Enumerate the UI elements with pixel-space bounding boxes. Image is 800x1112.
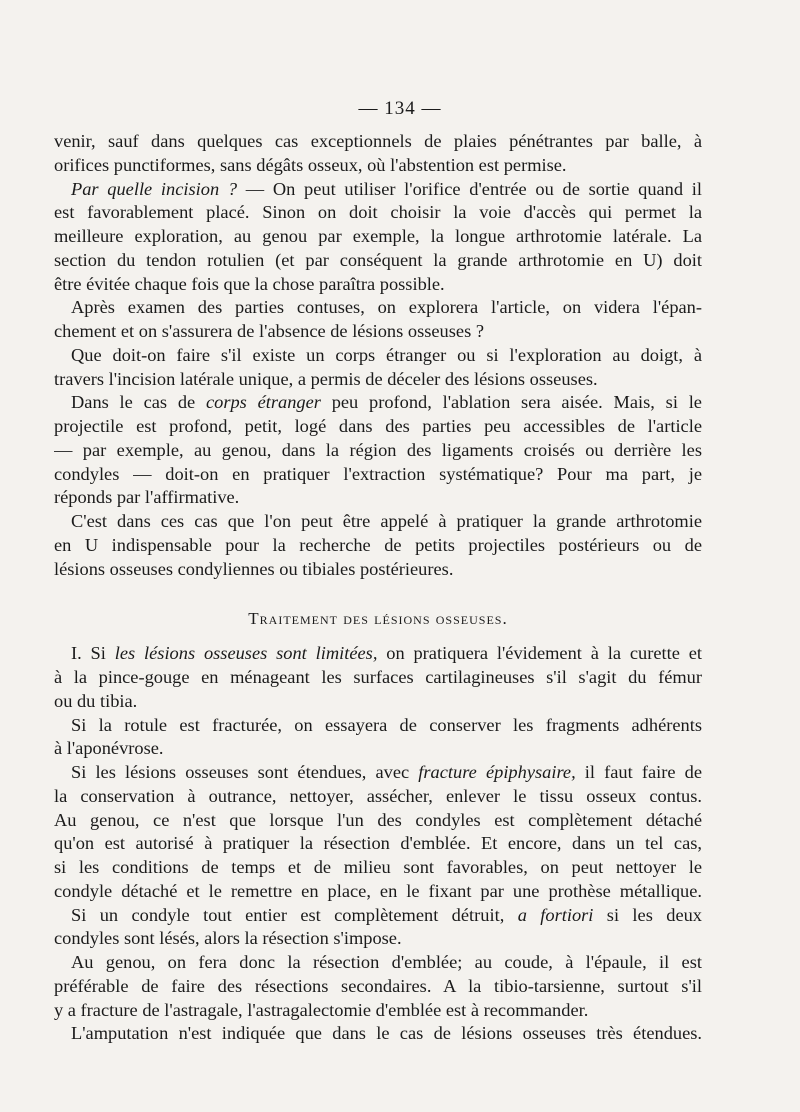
text-line: condyles — doit-on en pratiquer l'extraction systématique? Pour ma part, je	[54, 463, 702, 484]
text-line: est favorablement placé. Sinon on doit choisir la voie d'accès qui permet la	[54, 202, 702, 223]
text-line: Après examen des parties contuses, on explorera l'article, on videra l'épan-	[71, 297, 702, 318]
text-line: y a fracture de l'astragale, l'astragalectomie d'emblée est à recommander.	[54, 999, 589, 1020]
text-line: Par quelle incision ? — On peut utiliser l'orifice d'entrée ou de sortie quand il	[71, 178, 702, 199]
text-line: orifices punctiformes, sans dégâts osseux, où l'abstention est permise.	[54, 154, 567, 175]
text-line: Dans le cas de corps étranger peu profond, l'ablation sera aisée. Mais, si le	[71, 392, 702, 413]
text-line: travers l'incision latérale unique, a permis de déceler des lésions osseuses.	[54, 368, 598, 389]
text-line: ou du tibia.	[54, 690, 138, 711]
text-line: Au genou, ce n'est que lorsque l'un des condyles est complètement détaché	[54, 809, 702, 830]
text-line: préférable de faire des résections secondaires. A la tibio-tarsienne, surtout s'il	[54, 975, 702, 996]
text-line: Si les lésions osseuses sont étendues, avec fracture épiphysaire, il faut faire de	[71, 762, 702, 782]
text-line: si les conditions de temps et de milieu sont favorables, on peut nettoyer le	[54, 857, 702, 877]
text-line: Si un condyle tout entier est complètement détruit, a fortiori si les deux	[71, 904, 702, 925]
text-line: Au genou, on fera donc la résection d'emblée; au coude, à l'épaule, il est	[71, 952, 702, 972]
italic-phrase: corps étranger	[205, 392, 321, 413]
text-line: — par exemple, au genou, dans la région des ligaments croisés ou derrière les	[54, 439, 702, 460]
body-text	[54, 130, 702, 1046]
text-line: la conservation à outrance, nettoyer, assécher, enlever le tissu osseux contus.	[54, 785, 702, 806]
text-line: chement et on s'assurera de l'absence de lésions osseuses ?	[54, 321, 484, 341]
text-line: C'est dans ces cas que l'on peut être appelé à pratiquer la grande arthrotomie	[71, 511, 702, 531]
text-line: meilleure exploration, au genou par exemple, la longue arthrotomie latérale. La	[54, 226, 702, 246]
page-number: — 134 —	[358, 98, 442, 119]
text-line: venir, sauf dans quelques cas exceptionnels de plaies pénétrantes par balle, à	[54, 131, 702, 151]
text-line: Que doit-on faire s'il existe un corps étranger ou si l'exploration au doigt, à	[71, 344, 702, 365]
italic-phrase: a fortiori	[517, 904, 594, 925]
italic-phrase: fracture épiphysaire,	[418, 762, 576, 782]
text-line: lésions osseuses condyliennes ou tibiales postérieures.	[54, 558, 454, 579]
text-line: L'amputation n'est indiquée que dans le cas de lésions osseuses très étendues.	[71, 1023, 702, 1044]
text-line: condyles sont lésés, alors la résection s'impose.	[54, 928, 402, 949]
text-line: à l'aponévrose.	[54, 738, 164, 759]
italic-phrase: Par quelle incision ?	[71, 178, 238, 199]
text-line: projectile est profond, petit, logé dans des parties peu accessibles de l'article	[54, 416, 702, 436]
text-line: section du tendon rotulien (et par conséquent la grande arthrotomie en U) doit	[54, 249, 702, 270]
text-line: qu'on est autorisé à pratiquer la résection d'emblée. Et encore, dans un tel cas,	[54, 833, 702, 854]
text-line: être évitée chaque fois que la chose paraîtra possible.	[54, 273, 445, 294]
text-line: en U indispensable pour la recherche de petits projectiles postérieurs ou de	[54, 534, 702, 555]
section-heading: Traitement des lésions osseuses.	[248, 609, 508, 629]
text-line: condyle détaché et le remettre en place, en le fixant par une prothèse métallique.	[54, 880, 702, 901]
italic-phrase: les lésions osseuses sont limitées,	[114, 643, 378, 664]
text-line: Si la rotule est fracturée, on essayera de conserver les fragments adhérents	[71, 714, 702, 735]
text-line: réponds par l'affirmative.	[54, 487, 240, 508]
text-line: à la pince-gouge en ménageant les surfaces cartilagineuses s'il s'agit du fémur	[54, 667, 702, 687]
text-line: I. Si les lésions osseuses sont limitées, on pratiquera l'évidement à la curette et	[71, 643, 702, 664]
